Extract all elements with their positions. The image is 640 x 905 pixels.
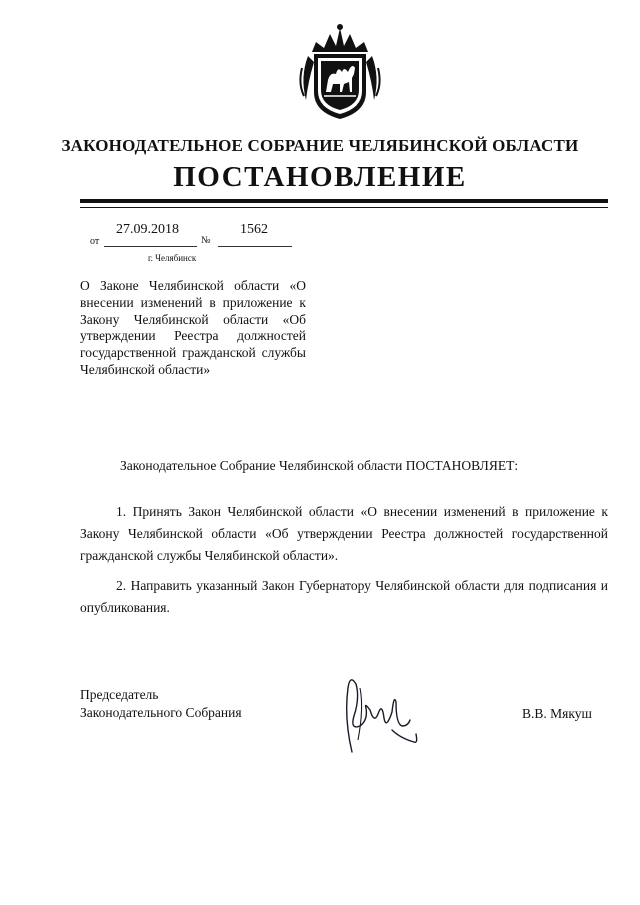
- header-divider: [80, 199, 608, 203]
- date-underline: [104, 246, 197, 247]
- document-type-heading: ПОСТАНОВЛЕНИЕ: [173, 161, 467, 193]
- handwritten-signature-icon: [330, 668, 430, 764]
- coat-of-arms-icon: [298, 22, 382, 122]
- organization-title: ЗАКОНОДАТЕЛЬНОЕ СОБРАНИЕ ЧЕЛЯБИНСКОЙ ОБЛАСТИ: [61, 136, 579, 155]
- resolution-item-1: 1. Принять Закон Челябинской области «О внесении изменений в приложение к Закону Челябинской области «Об утверждении Реестра должностей государственной гражданской службы Челябинской области».: [80, 504, 608, 563]
- registration-from-label: от: [90, 236, 100, 247]
- signatory-role-line1: Председатель: [80, 687, 159, 702]
- resolution-item-2: 2. Направить указанный Закон Губернатору Челябинской области для подписания и опубликования.: [80, 578, 608, 615]
- registration-place: г. Челябинск: [148, 253, 197, 263]
- signatory-role: [80, 686, 242, 722]
- header-divider-thin: [80, 207, 608, 208]
- document-subject: О Законе Челябинской области «О внесении изменений в приложение к Закону Челябинской области «Об утверждении Реестра должностей государственной гражданской службы Челябинской области»: [80, 278, 306, 377]
- registration-number: 1562: [240, 222, 268, 237]
- registration-number-label: №: [201, 235, 211, 246]
- signatory-role-line2: Законодательного Собрания: [80, 705, 242, 720]
- number-underline: [218, 246, 292, 247]
- decree-statement: Законодательное Собрание Челябинской области ПОСТАНОВЛЯЕТ:: [120, 458, 519, 473]
- registration-date: 27.09.2018: [116, 222, 179, 237]
- signatory-name: В.В. Мякуш: [522, 706, 592, 721]
